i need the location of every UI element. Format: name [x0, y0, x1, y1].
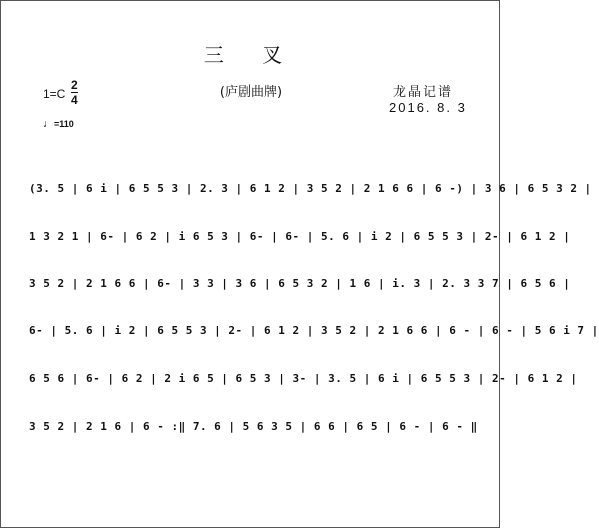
- notation-row-2: 1 3 2 1 | 6- | 6 2 | i 6 5 3 | 6- | 6- | 5. 6 | i 2 | 6 5 5 3 | 2- | 6 1 2 |: [29, 229, 571, 243]
- meter-top: 2: [71, 78, 78, 92]
- quarter-note-icon: ♩: [43, 118, 54, 130]
- song-subtitle: (庐剧曲牌): [219, 85, 283, 100]
- notation-row-4: 6- | 5. 6 | i 2 | 6 5 5 3 | 2- | 6 1 2 | 3 5 2 | 2 1 6 6 | 6 - | 6 - | 5 6 i 7 |: [29, 323, 599, 337]
- time-signature: [71, 79, 78, 106]
- notation-row-6: 3 5 2 | 2 1 6 | 6 - :‖ 7. 6 | 5 6 3 5 | 6 6 | 6 5 | 6 - | 6 - ‖: [29, 419, 478, 433]
- notation-row-1: (3. 5 | 6 i | 6 5 5 3 | 2. 3 | 6 1 2 | 3 5 2 | 2 1 6 6 | 6 -) | 3 6 | 6 5 3 2 |: [29, 181, 592, 195]
- tempo-marking: [43, 118, 74, 130]
- notation-row-5: 6 5 6 | 6- | 6 2 | 2 i 6 5 | 6 5 3 | 3- | 3. 5 | 6 i | 6 5 5 3 | 2- | 6 1 2 |: [29, 371, 578, 385]
- meter-bottom: 4: [71, 93, 78, 107]
- key-signature: 1=C: [43, 87, 66, 101]
- composer-credit: 龙晶记谱: [393, 84, 454, 99]
- notation-row-3: 3 5 2 | 2 1 6 6 | 6- | 3 3 | 3 6 | 6 5 3 2 | 1 6 | i. 3 | 2. 3 3 7 | 6 5 6 |: [29, 276, 571, 290]
- transcription-date: 2016. 8. 3: [389, 100, 467, 115]
- song-title: 三 叉: [203, 43, 299, 67]
- tempo-value: =110: [54, 119, 74, 129]
